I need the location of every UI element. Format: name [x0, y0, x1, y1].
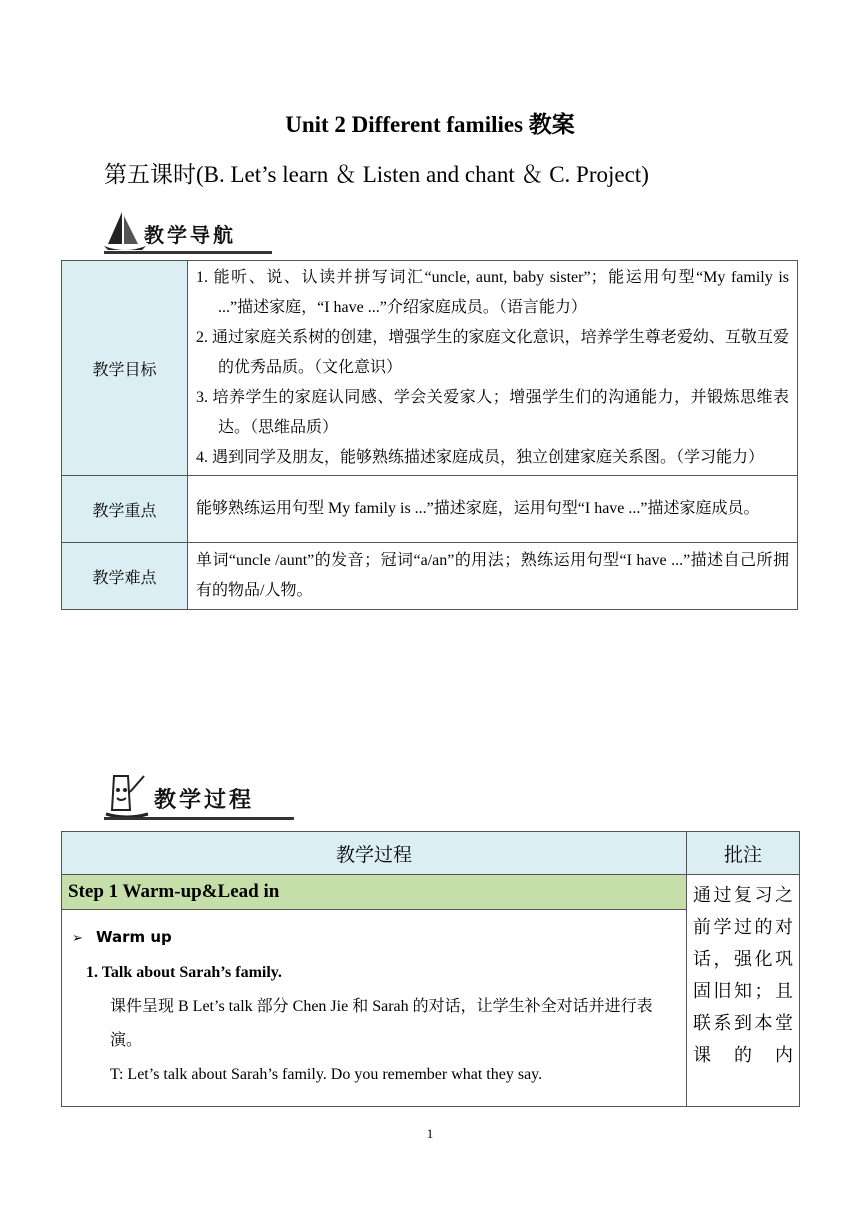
difficulties-label: 教学难点	[62, 543, 188, 610]
goal-item: 3. 培养学生的家庭认同感、学会关爱家人；增强学生们的沟通能力，并锻炼思维表达。（思维品质）	[196, 389, 789, 436]
bullet-item	[72, 920, 680, 956]
banner-underline	[104, 251, 272, 254]
note-header: 批注	[687, 832, 800, 875]
goal-item: 2. 通过家庭关系树的创建，增强学生的家庭文化意识，培养学生尊老爱幼、互敬互爱的优秀品质。（文化意识）	[196, 329, 789, 376]
pencil-character-icon	[100, 770, 154, 824]
annotation-cell	[687, 875, 800, 1107]
annotation-text: 通过复习之前学过的对话，强化巩固旧知；且联系到本堂课的内	[693, 885, 793, 1065]
teaching-guide-banner	[100, 204, 280, 254]
document-subtitle: 第五课时(B. Let’s learn ＆ Listen and chant ＆ C. Project)	[104, 162, 649, 187]
goals-cell	[188, 261, 798, 476]
page-number: 1	[426, 1126, 434, 1141]
teaching-guide-label: 教学导航	[144, 223, 236, 247]
teaching-process-table	[61, 831, 800, 1107]
table-row	[62, 832, 800, 875]
table-row	[62, 476, 798, 543]
arrow-bullet-icon: ➢	[72, 931, 83, 946]
banner-underline	[104, 817, 294, 820]
goals-label: 教学目标	[62, 261, 188, 476]
teaching-process-banner	[100, 770, 300, 820]
activity-title: 1. Talk about Sarah’s family.	[86, 964, 282, 981]
difficulties-text: 单词“uncle /aunt”的发音；冠词“a/an”的用法；熟练运用句型“I have ...”描述自己所拥有的物品/人物。	[196, 552, 789, 599]
key-points-label: 教学重点	[62, 476, 188, 543]
difficulties-cell	[188, 543, 798, 610]
key-points-cell	[188, 476, 798, 543]
goal-item: 4. 遇到同学及朋友，能够熟练描述家庭成员，独立创建家庭关系图。（学习能力）	[196, 449, 765, 466]
step-content	[62, 910, 687, 1107]
table-row	[62, 543, 798, 610]
process-header: 教学过程	[62, 832, 687, 875]
teaching-process-label: 教学过程	[154, 788, 255, 813]
document-title: Unit 2 Different families 教案	[285, 112, 575, 137]
teacher-line: T: Let’s talk about Sarah’s family. Do you remember what they say.	[110, 1066, 543, 1083]
key-points-text: 能够熟练运用句型 My family is ...”描述家庭，运用句型“I have ...”描述家庭成员。	[196, 500, 760, 517]
table-row	[62, 875, 800, 910]
bullet-text: Warm up	[96, 928, 172, 946]
teaching-guide-table	[61, 260, 798, 610]
step-title: Step 1 Warm-up&Lead in	[62, 875, 687, 910]
activity-paragraph: 课件呈现 B Let’s talk 部分 Chen Jie 和 Sarah 的对话，让学生补全对话并进行表演。	[110, 998, 653, 1049]
sailboat-icon	[100, 204, 150, 254]
goal-item: 1. 能听、说、认读并拼写词汇“uncle, aunt, baby sister”；能运用句型“My family is ...”描述家庭，“I have ...”介绍家庭成员。（语言能力）	[196, 269, 789, 316]
table-row	[62, 261, 798, 476]
